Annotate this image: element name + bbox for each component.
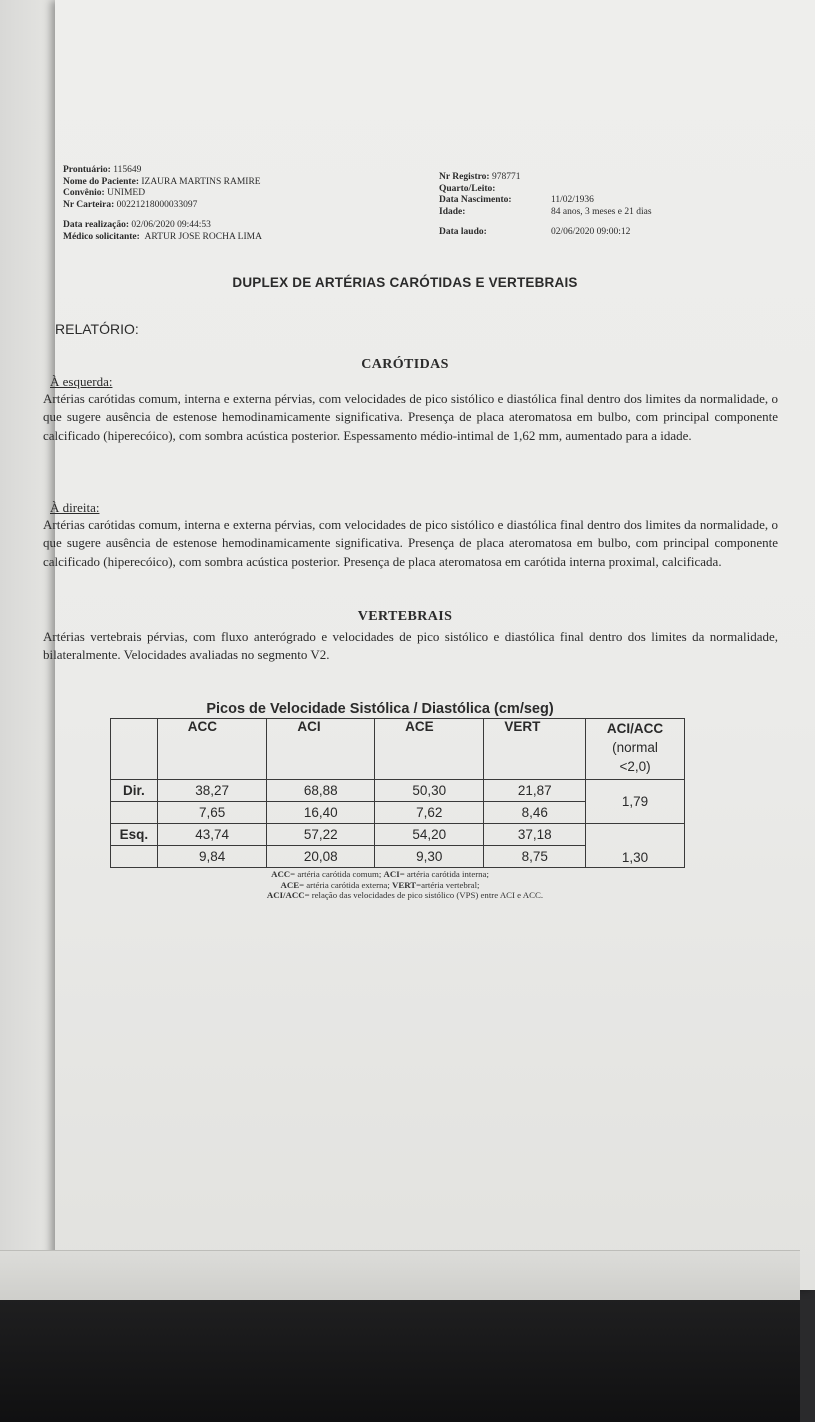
cell-esq-ratio: 1,30 [586,824,685,868]
cell-dir-ratio: 1,79 [586,780,685,824]
header-vert: VERT [484,719,586,780]
row-label-dir: Dir. [111,780,158,802]
patient-info-left [63,165,262,244]
nascimento-value: 11/02/1936 [551,195,594,206]
cell-dir-sys-aci: 68,88 [267,780,375,802]
prontuario-value: 115649 [113,165,142,175]
nascimento-label: Data Nascimento: [439,195,512,206]
cell-dir-dia-aci: 16,40 [267,802,375,824]
registro-label: Nr Registro: [439,172,490,182]
report-page [43,0,815,1290]
cell-dir-dia-acc: 7,65 [157,802,267,824]
footnote-ace-abbr: ACE [280,879,300,890]
row-label-empty [111,846,158,868]
velocity-table-block [110,700,710,901]
report-content [43,0,815,1290]
convenio-label: Convênio: [63,188,105,199]
cell-esq-sys-aci: 57,22 [267,824,375,846]
carteira-value: 00221218000033097 [116,199,198,210]
dark-background [0,1300,800,1422]
patient-info-right [439,172,652,239]
vertebrais-text: Artérias vertebrais pérvias, com fluxo anterógrado e velocidades de pico sistólico e diastólica final dentro dos limites da normalidade, bilateralmente. Velocidades avaliadas no segmento V2. [43,629,778,663]
row-label-esq: Esq. [111,824,158,846]
footnote-aci: = artéria carótida interna; [399,869,489,879]
cell-esq-sys-vert: 37,18 [484,824,586,846]
cell-dir-dia-vert: 8,46 [484,802,586,824]
ratio-header-line3: <2,0) [619,759,651,774]
left-side-text: Artérias carótidas comum, interna e externa pérvias, com velocidades de pico sistólico e diastólica final dentro dos limites da normalidade, o que sugere ausência de estenose hemodinamicamente significativa. Presença de placa ateromatosa em bulbo, com principal componente calcificado (hiperecóico), com sombra acústica posterior. Espessamento médio-intimal de 1,62 mm, aumentado para a idade. [43,391,778,443]
footnote-ratio: = relação das velocidades de pico sistólico (VPS) entre ACI e ACC. [304,890,544,901]
row-label-empty [111,802,158,824]
prontuario-label: Prontuário: [63,165,111,175]
cell-esq-sys-ace: 54,20 [375,824,484,846]
footnote-vert: =artéria vertebral; [416,879,480,890]
footnote-aci-abbr: ACI [383,869,400,879]
cell-dir-sys-vert: 21,87 [484,780,586,802]
registro-value: 978771 [491,172,521,182]
right-side-label: À direita: [50,500,100,515]
table-row [111,780,685,802]
relatorio-label: RELATÓRIO: [55,321,139,337]
cell-dir-dia-ace: 7,62 [375,802,484,824]
table-footnotes [110,869,650,901]
cell-esq-dia-aci: 20,08 [267,846,375,868]
quarto-label: Quarto/Leito: [439,183,496,194]
vertebrais-heading: VERTEBRAIS [357,609,453,624]
footnote-ratio-abbr: ACI/ACC [266,890,305,901]
patient-name-label: Nome do Paciente: [63,176,139,187]
cell-esq-dia-acc: 9,84 [157,846,267,868]
header-ratio [586,719,685,780]
corner-cell [111,719,158,780]
left-side-label: À esquerda: [50,374,113,389]
cell-esq-dia-ace: 9,30 [375,846,484,868]
laudo-label: Data laudo: [439,227,487,238]
ratio-header-line1: ACI/ACC [606,721,664,736]
right-side-text: Artérias carótidas comum, interna e externa pérvias, com velocidades de pico sistólico e diastólica final dentro dos limites da normalidade, o que sugere ausência de estenose hemodinamicamente significativa. Presença de placa ateromatosa em bulbo, com principal componente calcificado (hiperecóico), com sombra acústica posterior. Presença de placa ateromatosa em carótida interna proximal, calcificada. [43,517,778,569]
ratio-header-line2: (normal [612,740,658,755]
footnote-vert-abbr: VERT [392,879,417,890]
velocity-table [110,718,685,868]
idade-value: 84 anos, 3 meses e 21 dias [551,206,652,217]
realizacao-label: Data realização: [63,220,130,231]
realizacao-value: 02/06/2020 09:44:53 [131,220,211,231]
header-ace: ACE [375,719,484,780]
laudo-value: 02/06/2020 09:00:12 [551,227,631,238]
table-header-row [111,719,685,780]
medico-label: Médico solicitante: [63,231,140,242]
header-acc: ACC [157,719,267,780]
table-row [111,824,685,846]
footnote-acc-abbr: ACC [271,869,291,879]
footnote-acc: = artéria carótida comum; [290,869,382,879]
idade-label: Idade: [439,206,466,217]
velocity-table-title: Picos de Velocidade Sistólica / Diastólica (cm/seg) [206,701,554,717]
convenio-value: UNIMED [107,188,146,199]
carteira-label: Nr Carteira: [63,199,115,210]
header-aci: ACI [267,719,375,780]
report-title: DUPLEX DE ARTÉRIAS CARÓTIDAS E VERTEBRAIS [232,275,578,290]
medico-value: ARTUR JOSE ROCHA LIMA [144,231,262,242]
cell-esq-sys-acc: 43,74 [157,824,267,846]
cell-esq-dia-vert: 8,75 [484,846,586,868]
cell-dir-sys-ace: 50,30 [375,780,484,802]
patient-name-value: IZAURA MARTINS RAMIRE [141,176,261,187]
footnote-ace: = artéria carótida externa; [299,879,390,890]
carotidas-heading: CARÓTIDAS [361,357,449,372]
cell-dir-sys-acc: 38,27 [157,780,267,802]
